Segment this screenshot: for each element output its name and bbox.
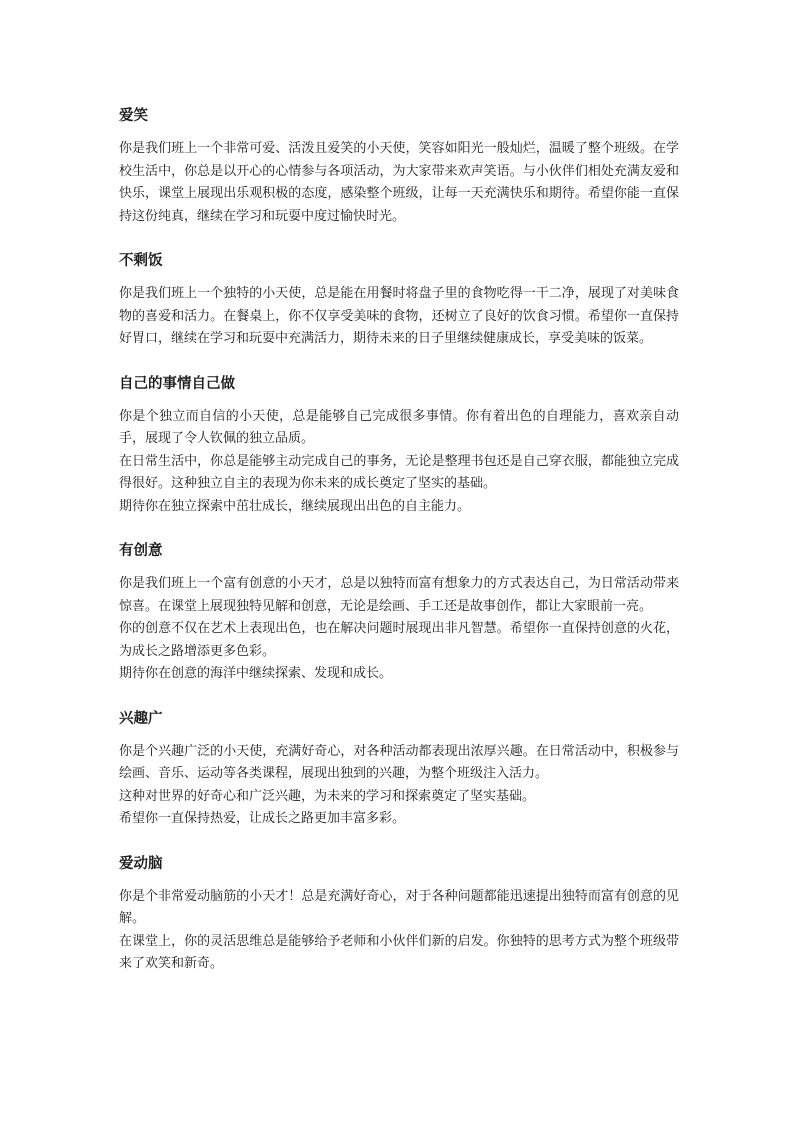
- paragraph: 在日常生活中，你总是能够主动完成自己的事务，无论是整理书包还是自己穿衣服，都能独立完成得很好。这种独立自主的表现为你未来的成长奠定了坚实的基础。: [119, 453, 679, 491]
- paragraph: 期待你在独立探索中茁壮成长，继续展现出出色的自主能力。: [119, 498, 471, 514]
- paragraph: 你是个兴趣广泛的小天使，充满好奇心，对各种活动都表现出浓厚兴趣。在日常活动中，积极参与绘画、音乐、运动等各类课程，展现出独到的兴趣，为整个班级注入活力。: [119, 743, 679, 781]
- paragraph: 你是个非常爱动脑筋的小天才！总是充满好奇心，对于各种问题都能迅速提出独特而富有创意的见解。: [119, 888, 679, 926]
- section-xing-qu-guang: [119, 709, 679, 831]
- paragraph: 你是个独立而自信的小天使，总是能够自己完成很多事情。你有着出色的自理能力，喜欢亲自动手，展现了令人钦佩的独立品质。: [119, 408, 679, 446]
- document-page: [119, 94, 679, 976]
- paragraph: 你是我们班上一个富有创意的小天才，总是以独特而富有想象力的方式表达自己，为日常活动带来惊喜。在课堂上展现独特见解和创意，无论是绘画、手工还是故事创作，都让大家眼前一亮。: [119, 576, 679, 614]
- section-zi-ji-de-shi-qing: [119, 374, 679, 519]
- section-ai-dong-nao: [119, 854, 679, 976]
- section-title: 有创意: [119, 543, 163, 559]
- section-bu-sheng-fan: [119, 251, 679, 351]
- section-you-chuang-yi: [119, 541, 679, 686]
- section-ai-xiao: [119, 106, 679, 228]
- paragraph: 期待你在创意的海洋中继续探索、发现和成长。: [119, 666, 393, 681]
- paragraph: 你的创意不仅在艺术上表现出色，也在解决问题时展现出非凡智慧。希望你一直保持创意的火花，为成长之路增添更多色彩。: [119, 621, 679, 659]
- paragraph: 希望你一直保持热爱，让成长之路更加丰富多彩。: [119, 811, 406, 826]
- paragraph: 你是我们班上一个非常可爱、活泼且爱笑的小天使，笑容如阳光一般灿烂，温暖了整个班级。在学校生活中，你总是以开心的心情参与各项活动，为大家带来欢声笑语。与小伙伴们相处充满友爱和快乐，课堂上展现出乐观积极的态度，感染整个班级，让每一天充满快乐和期待。希望你能一直保持这份纯真，继续在学习和玩耍中度过愉快时光。: [119, 141, 679, 224]
- paragraph: 这种对世界的好奇心和广泛兴趣，为未来的学习和探索奠定了坚实基础。: [119, 788, 536, 804]
- section-title: 不剩饭: [119, 253, 163, 269]
- section-title: 爱笑: [119, 108, 148, 124]
- section-title: 爱动脑: [119, 855, 163, 872]
- section-title: 自己的事情自己做: [119, 375, 235, 392]
- paragraph: 在课堂上，你的灵活思维总是能够给予老师和小伙伴们新的启发。你独特的思考方式为整个班级带来了欢笑和新奇。: [119, 933, 679, 971]
- paragraph: 你是我们班上一个独特的小天使，总是能在用餐时将盘子里的食物吃得一干二净，展现了对美味食物的喜爱和活力。在餐桌上，你不仅享受美味的食物，还树立了良好的饮食习惯。希望你一直保持好胃口，继续在学习和玩耍中充满活力，期待未来的日子里继续健康成长，享受美味的饭菜。: [119, 286, 679, 346]
- section-title: 兴趣广: [119, 710, 163, 727]
